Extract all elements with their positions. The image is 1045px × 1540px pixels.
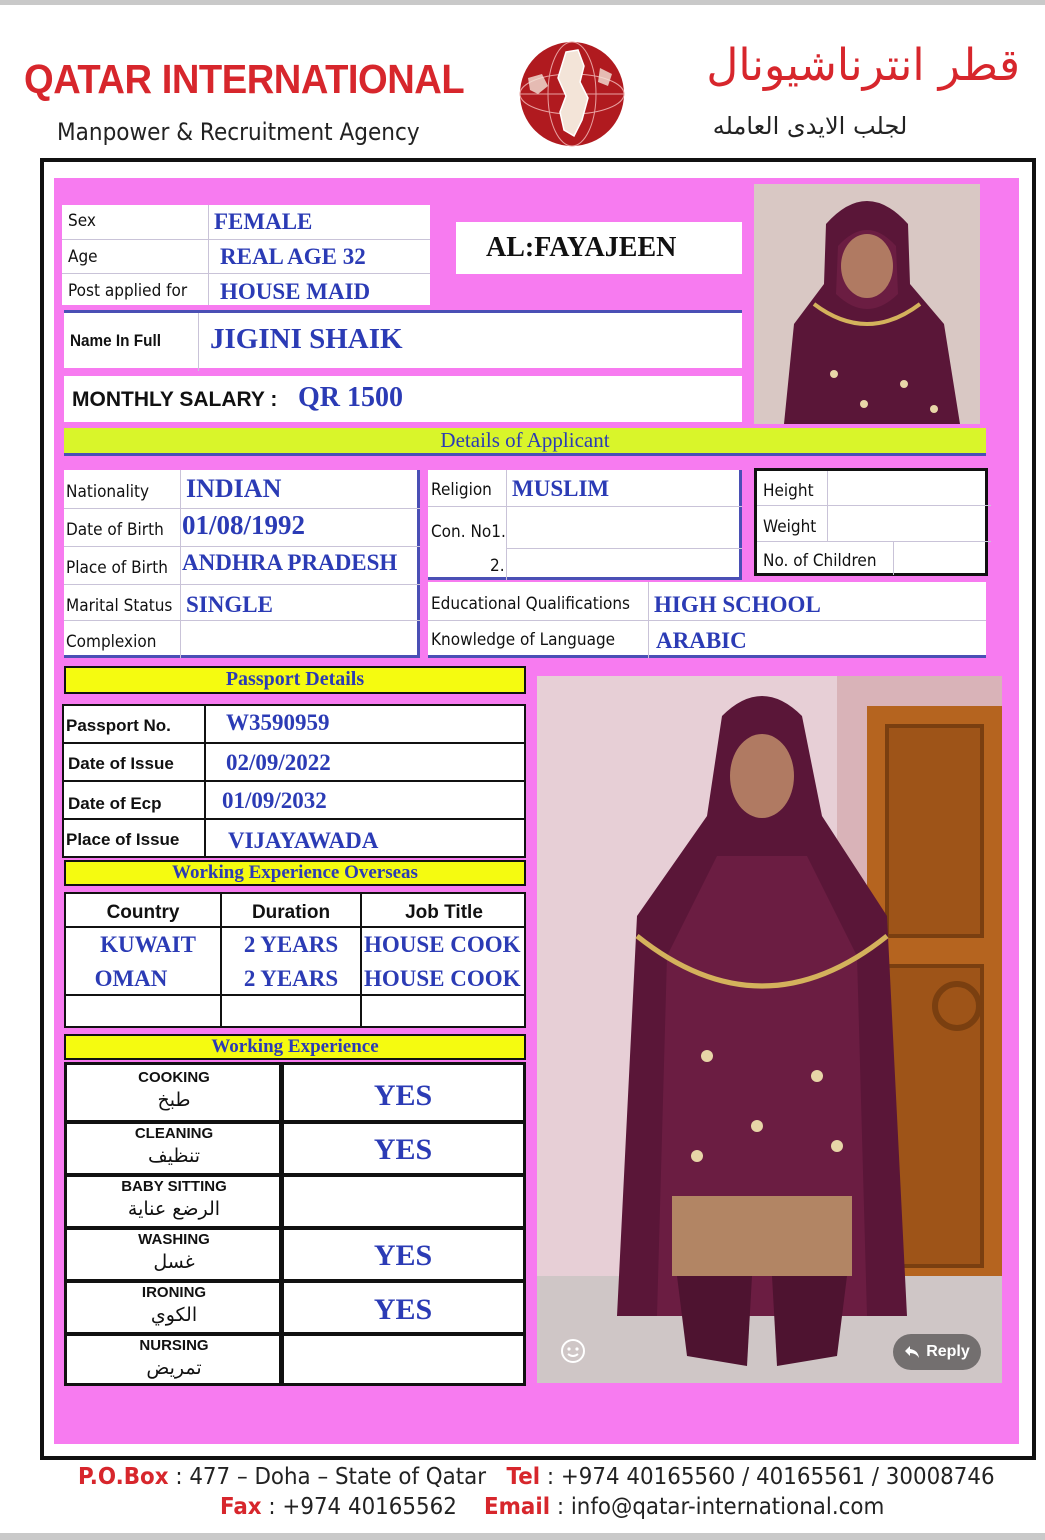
age-label: Age [68,247,98,267]
contact1-label: Con. No1. [431,522,506,542]
height-label: Height [763,481,814,501]
row-divider [66,994,524,996]
pobox-label: P.O.Box [78,1464,169,1490]
row-divider [66,926,524,928]
row-divider [757,541,991,542]
tel-label: Tel [506,1464,541,1490]
skill-washing-label: WASHING [138,1231,210,1248]
col-divider [827,471,828,541]
row-divider [67,1226,523,1230]
skill-washing-value: YES [373,1239,433,1272]
globe-qatar-map-logo [508,38,636,150]
reply-label: Reply [926,1343,970,1360]
skill-babysitting-arabic: الرضع عناية [127,1198,221,1220]
row-divider [64,818,524,820]
name-label: Name In Full [70,331,161,350]
skill-cooking-label: COOKING [138,1069,210,1086]
row-divider [67,1279,523,1283]
education-box [428,582,986,658]
religion-box [428,470,742,580]
education-label: Educational Qualifications [431,594,630,614]
col-divider [204,706,206,856]
details-band: Details of Applicant [64,428,986,456]
brand-subtitle-arabic: لجلب الايدى العامله [712,112,908,140]
email-label: Email [484,1494,551,1520]
marital-label: Marital Status [66,596,173,616]
passport-table [62,704,526,858]
tel-value: : +974 40165560 / 40165561 / 30008746 [546,1464,995,1490]
brand-name-english: QATAR INTERNATIONAL [24,56,465,102]
skill-cleaning-value: YES [373,1133,433,1166]
overseas-country-cell: OMAN [94,966,168,991]
col-divider [648,582,649,658]
row-divider [757,505,991,506]
issue-place-value: VIJAYAWADA [228,828,379,853]
applicant-full-photo [537,676,1002,1383]
row-divider [64,780,524,782]
skill-ironing-arabic: الكوي [150,1304,198,1326]
dob-value: 01/08/1992 [182,510,306,540]
education-value: HIGH SCHOOL [654,592,821,617]
passport-no-value: W3590959 [226,710,330,735]
reply-button[interactable] [893,1334,981,1370]
col-divider [220,894,222,1026]
add-reaction-icon[interactable] [560,1338,586,1364]
religion-value: MUSLIM [512,476,610,501]
skill-nursing-label: NURSING [139,1337,209,1354]
pob-value: ANDHRA PRADESH [182,550,398,575]
weight-label: Weight [763,517,817,537]
row-divider [64,508,420,509]
name-value: JIGINI SHAIK [210,323,403,355]
skill-cleaning-arabic: تنظيف [147,1145,200,1167]
col-divider [360,894,362,1026]
bottom-edge-bar [0,1533,1045,1540]
passport-no-label: Passport No. [66,716,171,735]
top-edge-bar [0,0,1045,5]
row-divider [67,1332,523,1336]
basic-info-box [62,205,430,305]
personal-details-box [64,470,420,658]
brand-subtitle-english: Manpower & Recruitment Agency [57,118,420,146]
col-divider [506,470,507,580]
fax-value: : +974 40165562 [268,1494,457,1520]
skill-cooking-value: YES [373,1079,433,1112]
overseas-band: Working Experience Overseas [64,860,526,886]
col-divider [893,541,894,575]
skill-nursing-arabic: تمريض [146,1357,202,1379]
brand-name-arabic: قطر انترناشيونال [706,40,1020,91]
sex-label: Sex [68,211,96,231]
agency-code: AL:FAYAJEEN [486,232,677,263]
col-divider [279,1065,284,1383]
email-value[interactable]: : info@qatar-international.com [556,1494,885,1520]
complexion-label: Complexion [66,632,157,652]
children-label: No. of Children [763,551,877,571]
skill-washing-arabic: غسل [153,1251,195,1273]
issue-place-label: Place of Issue [66,830,180,849]
footer-line-1 [78,1464,995,1490]
sex-value: FEMALE [214,209,313,234]
issue-date-value: 02/09/2022 [226,750,331,775]
row-divider [506,548,742,549]
row-divider [64,620,420,621]
row-divider [64,584,420,585]
overseas-country-cell: KUWAIT [100,932,196,957]
overseas-job-cell: HOUSE COOK [364,932,521,957]
dob-label: Date of Birth [66,520,164,540]
pobox-value: : 477 – Doha – State of Qatar [175,1464,487,1490]
overseas-duration-cell: 2 YEARS [243,932,339,957]
row-divider [67,1120,523,1124]
row-divider [67,1173,523,1177]
job-title-header: Job Title [405,902,483,923]
applicant-portrait-photo [754,184,980,424]
overseas-job-cell: HOUSE COOK [364,966,521,991]
row-divider [428,620,986,621]
language-label: Knowledge of Language [431,630,616,650]
row-divider [64,742,524,744]
skill-ironing-label: IRONING [141,1284,207,1301]
salary-box [64,376,742,422]
salary-label: MONTHLY SALARY : [72,388,278,411]
row-divider [62,273,430,274]
post-label: Post applied for [68,281,188,301]
skill-babysitting-label: BABY SITTING [121,1178,227,1195]
pob-label: Place of Birth [66,558,168,578]
row-divider [428,506,742,507]
duration-header: Duration [251,902,331,923]
country-header: Country [106,902,180,923]
col-divider [208,205,209,305]
age-value: REAL AGE 32 [220,244,366,269]
post-value: HOUSE MAID [220,279,371,304]
salary-value: QR 1500 [298,382,403,413]
nationality-value: INDIAN [186,474,282,503]
skill-cleaning-label: CLEANING [134,1125,214,1142]
marital-value: SINGLE [186,592,273,617]
expiry-date-value: 01/09/2032 [222,788,327,813]
row-divider [64,546,420,547]
fax-label: Fax [220,1494,262,1520]
expiry-date-label: Date of Ecp [68,794,162,813]
reply-arrow-icon [904,1345,920,1359]
skills-band: Working Experience [64,1034,526,1060]
issue-date-label: Date of Issue [68,754,174,773]
agency-code-box [456,222,742,274]
overseas-duration-cell: 2 YEARS [243,966,339,991]
skills-table [64,1062,526,1386]
language-value: ARABIC [656,628,747,653]
col-divider [198,313,199,371]
skill-ironing-value: YES [373,1293,433,1326]
nationality-label: Nationality [66,482,150,502]
row-divider [62,239,430,240]
col-divider [180,470,181,658]
religion-label: Religion [431,480,492,500]
footer-line-2 [220,1494,884,1520]
physical-box [754,468,988,576]
passport-band: Passport Details [64,666,526,694]
overseas-table [64,892,526,1028]
name-box [64,310,742,368]
skill-cooking-arabic: طبخ [157,1089,191,1111]
contact2-label: 2. [490,556,505,576]
